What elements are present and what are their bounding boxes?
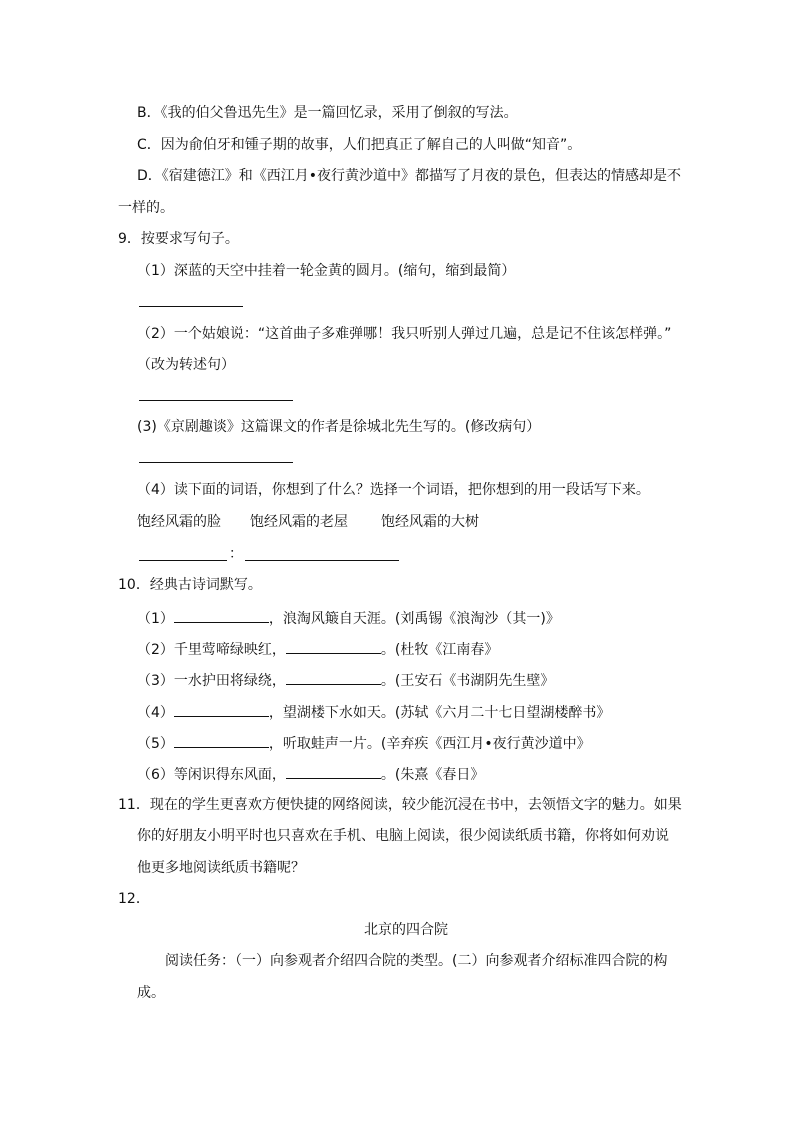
poem-item-text: 。(朱熹《春日》 <box>380 767 485 783</box>
poem-item-prefix: （3）一水护田将绿绕， <box>137 673 286 689</box>
poem-answer-blank[interactable] <box>174 608 269 623</box>
q9-sentence-2-line1: （2）一个姑娘说：“这首曲子多难弹哪！我只听别人弹过几遍，总是记不住该怎样弹。” <box>137 326 672 342</box>
q9-colon: ： <box>229 546 243 562</box>
poem-item-prefix: （1） <box>137 611 174 627</box>
q9-answer-blank-2[interactable] <box>139 400 293 401</box>
poem-item-text: 。(王安石《书湖阴先生壁》 <box>380 673 555 689</box>
q9-sentence-2-line2: （改为转述句） <box>137 357 235 373</box>
poem-item-prefix: （4） <box>137 705 174 721</box>
poem-item-1 <box>137 608 560 628</box>
question-9-title: 9．按要求写句子。 <box>118 231 239 247</box>
q9-answer-blank-3[interactable] <box>139 462 293 463</box>
option-d-line2: 一样的。 <box>118 200 174 216</box>
poem-answer-blank[interactable] <box>286 764 381 779</box>
poem-answer-blank[interactable] <box>286 670 381 685</box>
question-12-number: 12． <box>118 891 150 907</box>
poem-item-6 <box>137 764 484 784</box>
q9-word-1: 饱经风霜的脸 <box>137 514 221 530</box>
poem-item-5 <box>137 733 591 753</box>
poem-item-text: ，望湖楼下水如天。(苏轼《六月二十七日望湖楼醉书》 <box>268 705 611 721</box>
q9-sentence-1: （1）深蓝的天空中挂着一轮金黄的圆月。(缩句，缩到最简） <box>137 263 516 279</box>
poem-item-text: ，听取蛙声一片。(辛弃疾《西江月•夜行黄沙道中》 <box>268 736 591 752</box>
poem-item-text: 。(杜牧《江南春》 <box>380 642 499 658</box>
q9-answer-blank-word[interactable] <box>139 560 227 561</box>
poem-item-prefix: （5） <box>137 736 174 752</box>
option-d-line1: D．《宿建德江》和《西江月•夜行黄沙道中》都描写了月夜的景色，但表达的情感却是不 <box>137 168 682 184</box>
question-11-line2: 你的好朋友小明平时也只喜欢在手机、电脑上阅读，很少阅读纸质书籍，你将如何劝说 <box>137 828 669 844</box>
poem-item-3 <box>137 670 554 690</box>
question-10-title: 10．经典古诗词默写。 <box>118 577 262 593</box>
option-c: C．因为俞伯牙和锺子期的故事，人们把真正了解自己的人叫做“知音”。 <box>137 137 582 153</box>
q9-answer-blank-1[interactable] <box>139 306 243 307</box>
question-11-line3: 他更多地阅读纸质书籍呢？ <box>137 860 305 876</box>
poem-answer-blank[interactable] <box>174 733 269 748</box>
poem-answer-blank[interactable] <box>286 639 381 654</box>
reading-task-line1: 阅读任务：（一）向参观者介绍四合院的类型。(二）向参观者介绍标准四合院的构 <box>165 953 668 969</box>
poem-item-prefix: （6）等闲识得东风面， <box>137 767 286 783</box>
poem-item-prefix: （2）千里莺啼绿映红， <box>137 642 286 658</box>
poem-item-2 <box>137 639 498 659</box>
option-b: B．《我的伯父鲁迅先生》是一篇回忆录，采用了倒叙的写法。 <box>137 105 518 121</box>
question-11-line1: 11．现在的学生更喜欢方便快捷的网络阅读，较少能沉浸在书中，去领悟文字的魅力。如果 <box>118 797 682 813</box>
q9-sentence-4: （4）读下面的词语，你想到了什么？选择一个词语，把你想到的用一段话写下来。 <box>137 482 650 498</box>
poem-item-text: ，浪淘风簸自天涯。(刘禹锡《浪淘沙（其一)》 <box>268 611 560 627</box>
q9-sentence-3: (3)《京剧趣谈》这篇课文的作者是徐城北先生写的。(修改病句） <box>137 419 541 435</box>
poem-answer-blank[interactable] <box>174 702 269 717</box>
q9-word-3: 饱经风霜的大树 <box>381 514 479 530</box>
q9-answer-blank-paragraph[interactable] <box>245 560 399 561</box>
q9-word-2: 饱经风霜的老屋 <box>250 514 348 530</box>
poem-item-4 <box>137 702 610 722</box>
passage-title: 北京的四合院 <box>364 922 448 938</box>
reading-task-line2: 成。 <box>137 985 165 1001</box>
